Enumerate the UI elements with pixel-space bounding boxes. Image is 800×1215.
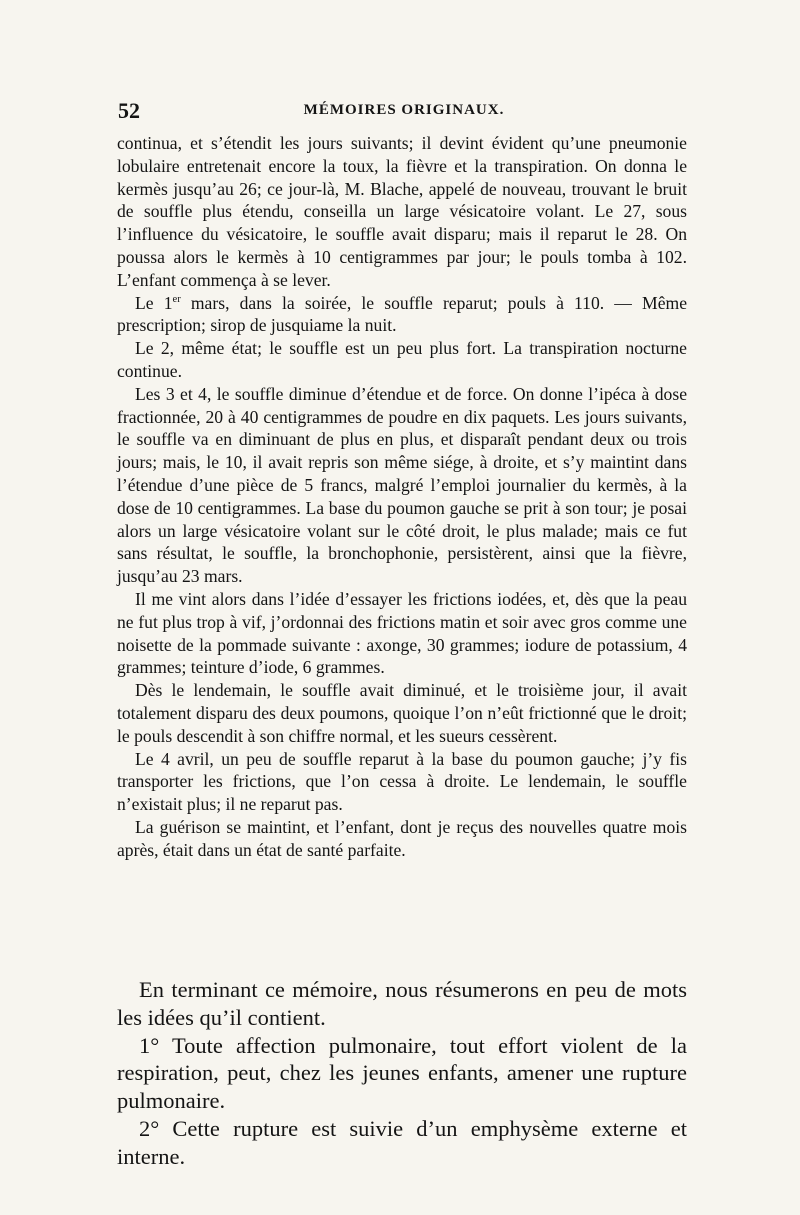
paragraph: continua, et s’étendit les jours suivants; il devint évident qu’une pneumonie lobulaire entretenait encore la toux, la fièvre et la transpiration. On donna le kermès jusqu’au 26; ce jour-là, M. Blache, appelé de nouveau, trouvant le bruit de souffle plus étendu, conseilla un large vésicatoire volant. Le 27, sous l’influence du vésicatoire, le souffle avait disparu; mais il reparut le 28. On poussa alors le kermès à 10 centigrammes par jour; le pouls tomba à 102. L’enfant commença à se lever. bbox=[117, 133, 687, 290]
summary-intro: En terminant ce mémoire, nous résumerons en peu de mots les idées qu’il contient. bbox=[117, 977, 687, 1030]
paragraph: La guérison se maintint, et l’enfant, dont je reçus des nouvelles quatre mois après, était dans un état de santé parfaite. bbox=[117, 816, 687, 860]
date-prefix: Le 1 bbox=[135, 292, 173, 313]
paragraph: Les 3 et 4, le souffle diminue d’étendue et de force. On donne l’ipéca à dose fractionnée, 20 à 40 centigrammes de poudre en dix paquets. Les jours suivants, le souffle va en diminuant de plus en plus, et disparaît pendant deux ou trois jours; mais, le 10, il avait repris son même siége, à droite, et s’y maintint dans l’étendue d’une pièce de 5 francs, malgré l’emploi journalier du kermès, à la dose de 10 centigrammes. La base du poumon gauche se prit à son tour; je posai alors un large vésicatoire volant sur le côté droit, le plus malade; mais ce fut sans résultat, le souffle, la bronchophonie, persistèrent, ainsi que la fièvre, jusqu’au 23 mars. bbox=[117, 383, 687, 587]
case-report-text bbox=[117, 132, 687, 862]
summary-point: 1° Toute affection pulmonaire, tout effort violent de la respiration, peut, chez les jeunes enfants, amener une rupture pulmonaire. bbox=[117, 1032, 687, 1114]
paragraph: Le 4 avril, un peu de souffle reparut à la base du poumon gauche; j’y fis transporter les frictions, que l’on cessa à droite. Le lendemain, le souffle n’existait plus; il ne reparut pas. bbox=[117, 748, 687, 815]
paragraph: Dès le lendemain, le souffle avait diminué, et le troisième jour, il avait totalement disparu des deux poumons, quoique l’on n’eût frictionné que le droit; le pouls descendit à son chiffre normal, et les sueurs cessèrent. bbox=[117, 680, 687, 746]
page-header bbox=[118, 98, 690, 122]
paragraph: Il me vint alors dans l’idée d’essayer les frictions iodées, et, dès que la peau ne fut plus trop à vif, j’ordonnai des frictions matin et soir avec gros comme une noisette de la pommade suivante : axonge, 30 grammes; iodure de potassium, 4 grammes; teinture d’iode, 6 grammes. bbox=[117, 588, 687, 678]
paragraph: mars, dans la soirée, le souffle reparut; pouls à 110. — Même prescription; sirop de jusquiame la nuit. bbox=[117, 292, 687, 336]
paragraph: Le 2, même état; le souffle est un peu plus fort. La transpiration nocturne continue. bbox=[117, 338, 687, 381]
summary-point: 2° Cette rupture est suivie d’un emphysème externe et interne. bbox=[117, 1115, 687, 1169]
running-title: MÉMOIRES ORIGINAUX. bbox=[303, 102, 505, 118]
summary-section bbox=[117, 976, 687, 1171]
paragraph-date-entry bbox=[117, 292, 687, 338]
ordinal-superscript: er bbox=[172, 293, 181, 305]
page-number: 52 bbox=[118, 98, 140, 123]
